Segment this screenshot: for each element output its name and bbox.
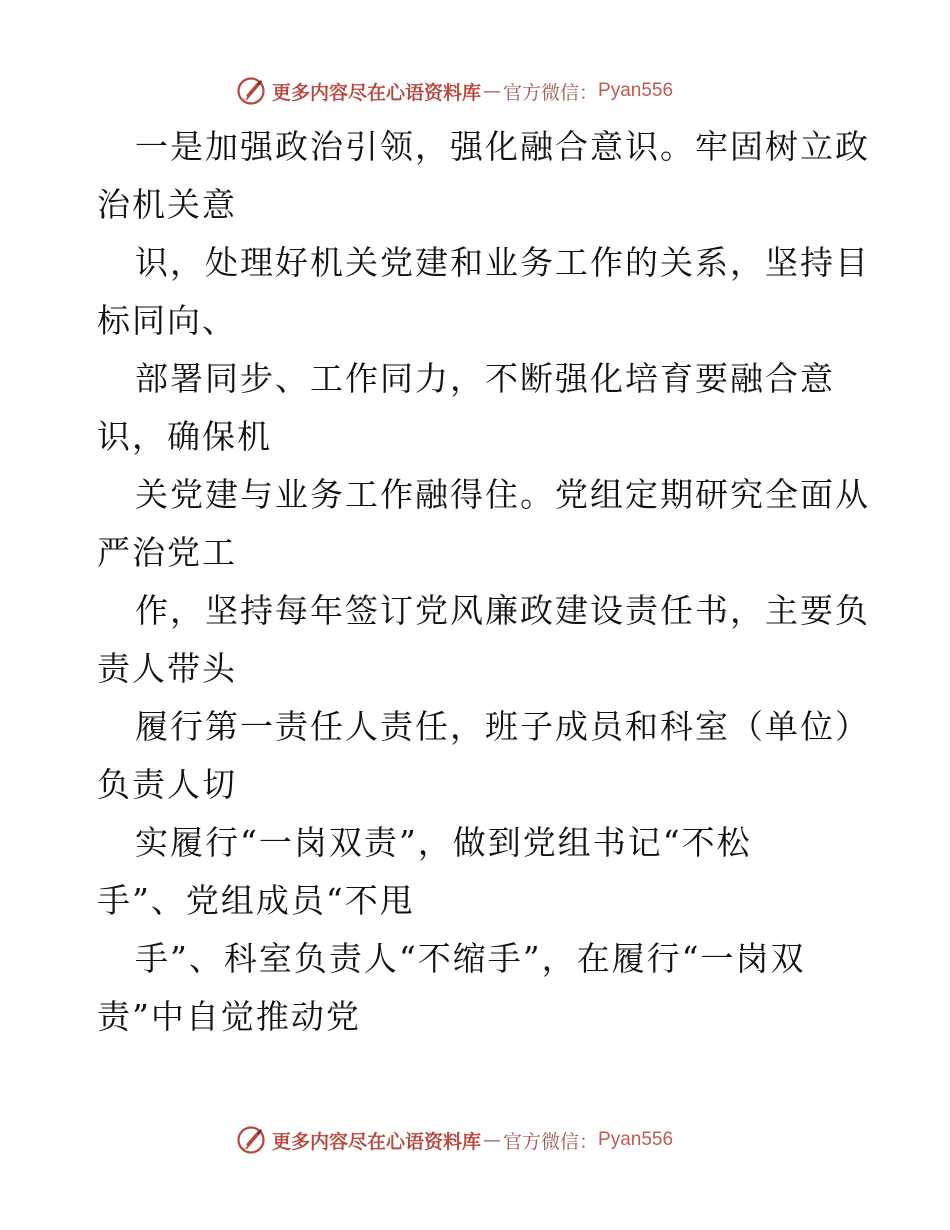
body-line: 识，处理好机关党建和业务工作的关系，坚持目 <box>135 243 870 282</box>
body-line: 部署同步、工作同力，不断强化培育要融合意 <box>135 359 835 398</box>
watermark-dash: — <box>483 1129 502 1151</box>
watermark-wechat-id: Pyan556 <box>598 1129 674 1150</box>
watermark-main-text: 更多内容尽在心语资料库 <box>272 81 482 104</box>
body-line: 负责人切 <box>97 765 237 804</box>
watermark-footer <box>236 1123 673 1157</box>
body-line: 关党建与业务工作融得住。党组定期研究全面从 <box>135 475 870 514</box>
body-line: 一是加强政治引领，强化融合意识。牢固树立政 <box>135 127 870 166</box>
watermark-wechat-label: 官方微信： <box>503 1130 599 1153</box>
watermark-dash: — <box>483 80 502 102</box>
body-line: 治机关意 <box>97 185 237 224</box>
body-line: 责人带头 <box>97 649 237 688</box>
body-line: 标同向、 <box>97 301 237 340</box>
body-line: 识，确保机 <box>97 417 272 456</box>
body-line: 责”中自觉推动党 <box>97 997 361 1036</box>
body-line: 严治党工 <box>97 533 237 572</box>
body-line: 履行第一责任人责任，班子成员和科室（单位） <box>135 707 870 746</box>
body-line: 实履行“一岗双责”，做到党组书记“不松 <box>135 823 752 862</box>
quill-pen-circle-icon <box>236 76 266 106</box>
watermark-wechat-id: Pyan556 <box>598 80 674 101</box>
quill-pen-circle-icon <box>236 1125 266 1155</box>
body-line: 手”、党组成员“不甩 <box>97 881 415 920</box>
watermark-wechat-label: 官方微信： <box>503 81 599 104</box>
document-body <box>97 118 870 1046</box>
body-line: 作，坚持每年签订党风廉政建设责任书，主要负 <box>135 591 870 630</box>
watermark-header <box>236 74 673 108</box>
body-line: 手”、科室负责人“不缩手”，在履行“一岗双 <box>135 939 806 978</box>
watermark-main-text: 更多内容尽在心语资料库 <box>272 1130 482 1153</box>
